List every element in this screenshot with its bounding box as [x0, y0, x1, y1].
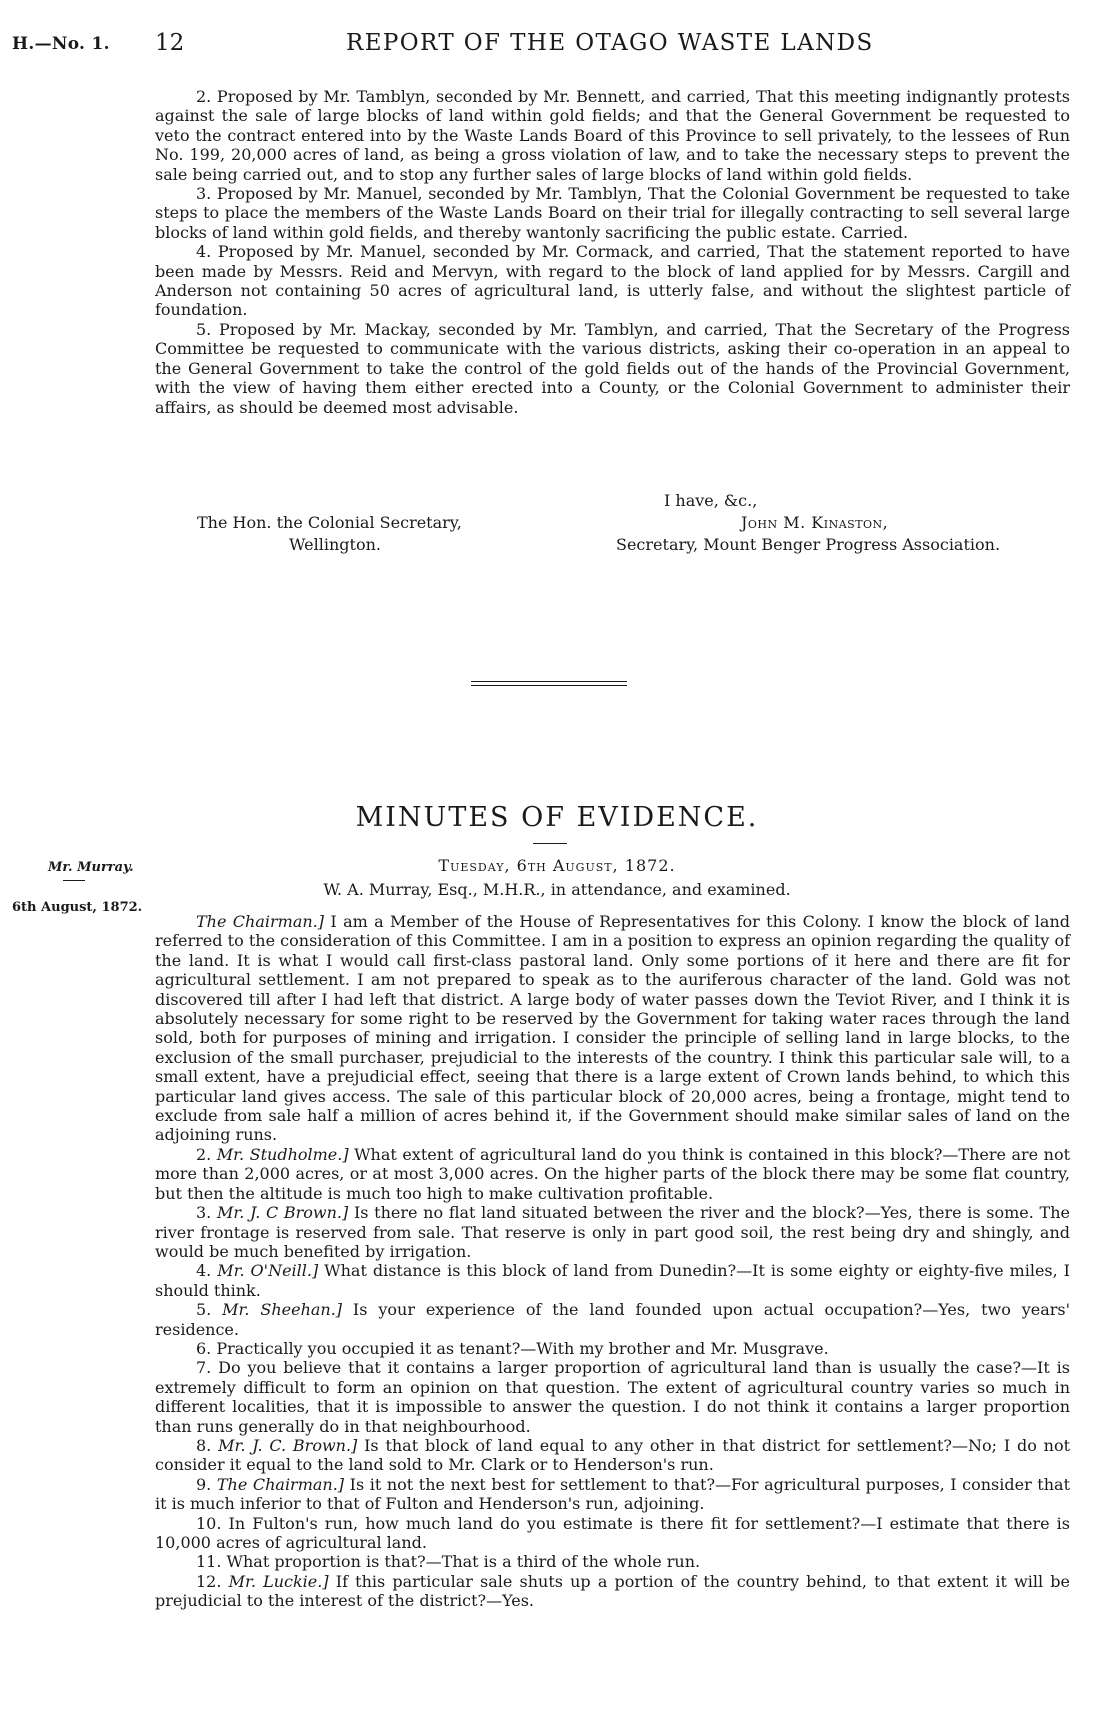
evidence-question: 12. Mr. Luckie.] If this particular sale shuts up a portion of the country behind, to that extent it will be prejudicial to the interest of the district?—Yes.: [155, 1571, 1071, 1611]
evidence-question: 7. Do you believe that it contains a larger proportion of agricultural land than is usually the case?—It is extremely difficult to form an opinion on that question. The extent of agricultural country varies so much in different localities, that it is impossible to answer the question. I do not think it contains a larger proportion than runs generally do in that neighbourhood.: [155, 1358, 1071, 1436]
margin-witness-name: Mr. Murray.: [48, 860, 134, 875]
margin-rule: [63, 880, 85, 881]
resolution-paragraph: 5. Proposed by Mr. Mackay, seconded by Mr. Tamblyn, and carried, That the Secretary of the Progress Committee be requested to communicate with the various districts, asking their co-operation in an appeal to the General Government to take the control of the gold fields out of the hands of the Provincial Government, with the view of having them either erected into a County, or the Colonial Government to administer their affairs, as should be deemed most advisable.: [155, 319, 1070, 417]
speaker-name: Mr. Sheehan.]: [222, 1300, 343, 1320]
witness-line: [0, 880, 1114, 899]
signatory-name: John M. Kinaston,: [741, 513, 889, 532]
speaker-name: The Chairman.]: [216, 1474, 345, 1494]
letter-closing: I have, &c.,: [664, 491, 758, 510]
speaker-name: Mr. O'Neill.]: [217, 1261, 319, 1281]
document-reference: H.—No. 1.: [12, 34, 110, 54]
margin-date: 6th August, 1872.: [12, 900, 143, 915]
title-rule: [533, 843, 567, 844]
evidence-question: The Chairman.] I am a Member of the House of Representatives for this Colony. I know the block of land referred to the consideration of this Committee. I am in a position to express an opinion regarding the quality of the land. It is what I would call first-class pastoral land. Only some portions of it here and there are fit for agricultural settlement. I am not prepared to speak as to the auriferous character of the land. Gold was not discovered till after I had left that district. A large body of water passes down the Teviot River, and I think it is absolutely necessary for some right to be reserved by the Government for taking water races through the land sold, both for purposes of mining and irrigation. I consider the principle of selling land in large blocks, to the exclusion of the small purchaser, prejudicial to the interests of the country. I think this particular sale will, to a small extent, have a prejudicial effect, seeing that there is a large extent of Crown lands behind, to which this particular land gives access. The sale of this particular block of 20,000 acres, being a frontage, might tend to exclude from sale half a million of acres behind it, if the Government should make similar sales of land on the adjoining runs.: [155, 912, 1070, 1145]
speaker-name: The Chairman.]: [196, 912, 325, 931]
evidence-question: 2. Mr. Studholme.] What extent of agricultural land do you think is contained in this block?—There are not more than 2,000 acres, or at most 3,000 acres. On the higher parts of the block there may be some flat country, but then the altitude is much too high to make cultivation profitable.: [155, 1144, 1071, 1203]
resolution-paragraph: 3. Proposed by Mr. Manuel, seconded by Mr. Tamblyn, That the Colonial Government be requested to take steps to place the members of the Waste Lands Board on their trial for illegally contracting to sell several large blocks of land within gold fields, and thereby wantonly sacrificing the public estate. Carried.: [155, 184, 1070, 242]
evidence-body: [155, 912, 1070, 1611]
section-divider: [471, 685, 627, 686]
evidence-question: 3. Mr. J. C Brown.] Is there no flat land situated between the river and the block?—Yes, there is some. The river frontage is reserved from sale. That reserve is only in part good soil, the rest being dry and shingly, and would be much benefited by irrigation.: [155, 1203, 1070, 1261]
evidence-question: 9. The Chairman.] Is it not the next best for settlement to that?—For agricultural purposes, I consider that it is much inferior to that of Fulton and Henderson's run, adjoining.: [155, 1474, 1070, 1514]
witness-text: W. A. Murray, Esq., M.H.R., in attendance, and examined.: [323, 880, 791, 899]
speaker-name: Mr. J. C. Brown.]: [218, 1435, 358, 1455]
speaker-name: Mr. Studholme.]: [216, 1144, 349, 1164]
letter-resolutions: [155, 87, 1070, 417]
evidence-question: 10. In Fulton's run, how much land do you estimate is there fit for settlement?—I estimate that there is 10,000 acres of agricultural land.: [155, 1513, 1071, 1552]
section-divider: [471, 681, 627, 682]
resolution-paragraph: 2. Proposed by Mr. Tamblyn, seconded by Mr. Bennett, and carried, That this meeting indignantly protests against the sale of large blocks of land within gold fields; and that the General Government be requested to veto the contract entered into by the Waste Lands Board of this Province to sell privately, to the lessees of Run No. 199, 20,000 acres of land, as being a gross violation of law, and to take the necessary steps to prevent the sale being carried out, and to stop any further sales of large blocks of land within gold fields.: [155, 87, 1070, 184]
evidence-question: 6. Practically you occupied it as tenant?—With my brother and Mr. Musgrave.: [196, 1338, 829, 1358]
evidence-question: 4. Mr. O'Neill.] What distance is this block of land from Dunedin?—It is some eighty or eighty-five miles, I should think.: [155, 1261, 1071, 1300]
evidence-question: 5. Mr. Sheehan.] Is your experience of the land founded upon actual occupation?—Yes, two years' residence.: [155, 1300, 1071, 1339]
running-title: REPORT OF THE OTAGO WASTE LANDS: [346, 30, 874, 56]
section-title: MINUTES OF EVIDENCE.: [355, 802, 759, 833]
page-number: 12: [155, 30, 185, 56]
addressee-city: Wellington.: [289, 535, 381, 554]
resolution-paragraph: 4. Proposed by Mr. Manuel, seconded by Mr. Cormack, and carried, That the statement reported to have been made by Messrs. Reid and Mervyn, with regard to the block of land applied for by Messrs. Cargill and Anderson not containing 50 acres of agricultural land, is utterly false, and without the slightest particle of foundation.: [155, 242, 1070, 320]
speaker-name: Mr. J. C Brown.]: [216, 1203, 349, 1223]
evidence-question: 8. Mr. J. C. Brown.] Is that block of land equal to any other in that district for settlement?—No; I do not consider it equal to the land sold to Mr. Clark or to Henderson's run.: [155, 1435, 1071, 1475]
addressee-line: The Hon. the Colonial Secretary,: [197, 513, 462, 532]
speaker-name: Mr. Luckie.]: [228, 1571, 329, 1591]
page-header: [0, 30, 1114, 64]
evidence-question: 11. What proportion is that?—That is a third of the whole run.: [196, 1552, 701, 1572]
signatory-title: Secretary, Mount Benger Progress Association.: [616, 535, 1001, 554]
sitting-date: Tuesday, 6th August, 1872.: [438, 856, 676, 875]
